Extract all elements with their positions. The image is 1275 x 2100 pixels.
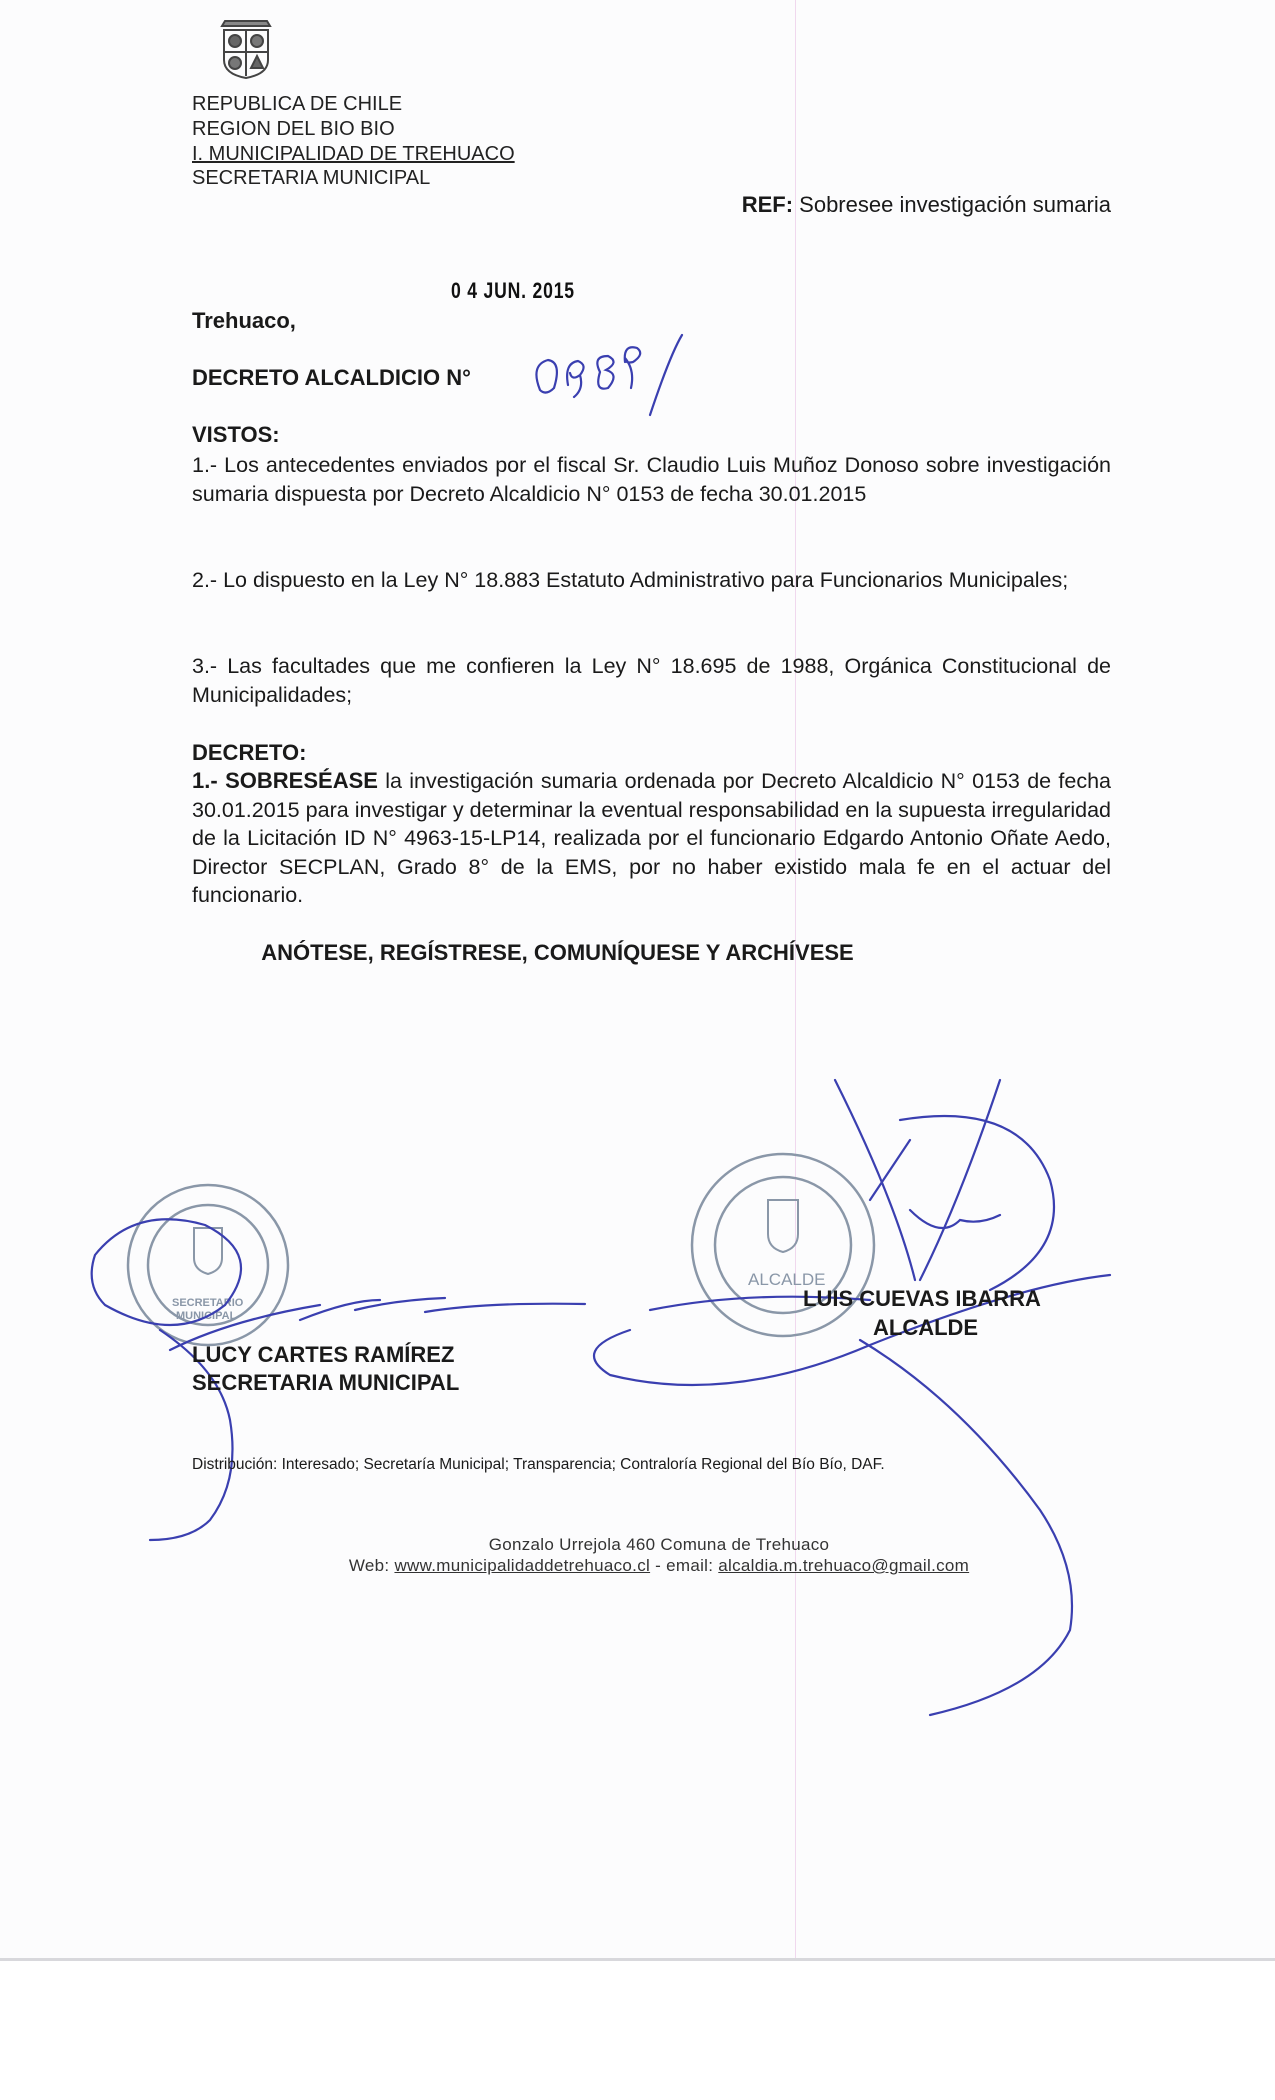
vistos-item-1: 1.- Los antecedentes enviados por el fiscal Sr. Claudio Luis Muñoz Donoso sobre investigación sumaria dispuesta por Decreto Alcaldicio N° 0153 de fecha 30.01.2015 — [192, 453, 1111, 506]
header-line-region: REGION DEL BIO BIO — [192, 118, 395, 140]
header-line-department: SECRETARIA MUNICIPAL — [192, 167, 431, 189]
secretary-name: LUCY CARTES RAMÍREZ — [192, 1342, 455, 1367]
decreto-title: DECRETO: — [192, 740, 307, 765]
closing-formula: ANÓTESE, REGÍSTRESE, COMUNÍQUESE Y ARCHÍVESE — [261, 940, 854, 965]
scan-artifact-line — [795, 0, 796, 1958]
header-line-municipality: I. MUNICIPALIDAD DE TREHUACO — [192, 143, 515, 165]
footer-contact — [0, 1555, 1275, 1576]
footer-address: Gonzalo Urrejola 460 Comuna de Trehuaco — [488, 1535, 830, 1554]
secretary-title: SECRETARIA MUNICIPAL — [192, 1370, 460, 1395]
mayor-title: ALCALDE — [873, 1315, 979, 1340]
ref-label: REF: — [741, 192, 794, 217]
vistos-item-3: 3.- Las facultades que me confieren la Ley N° 18.695 de 1988, Orgánica Constitucional de Municipalidades; — [192, 654, 1111, 707]
distribution-list: Distribución: Interesado; Secretaría Municipal; Transparencia; Contraloría Regional del Bío Bío, DAF. — [192, 1456, 885, 1473]
place: Trehuaco, — [192, 308, 296, 333]
website-link[interactable]: www.municipalidaddetrehuaco.cl — [394, 1556, 651, 1575]
web-label: Web: — [348, 1556, 395, 1575]
decreto-item-text: la investigación sumaria ordenada por Decreto Alcaldicio N° 0153 de fecha 30.01.2015 para investigar y determinar la eventual responsabilidad en la supuesta irregularidad de la Licitación ID N° 4963-15-LP14, realizada por el funcionario Edgardo Antonio Oñate Aedo, Director SECPLAN, Grado 8° de la EMS, por no haber existido mala fe en el actuar del funcionario. — [192, 769, 1111, 907]
right-stamp-text: ALCALDE — [748, 1270, 826, 1289]
date-stamp: 0 4 JUN. 2015 — [451, 278, 575, 303]
left-stamp-text-1: SECRETARIO — [172, 1297, 244, 1309]
left-stamp-text-2: MUNICIPAL — [176, 1310, 237, 1322]
decreto-item-lead: 1.- SOBRESÉASE — [192, 768, 378, 793]
decree-number-label: DECRETO ALCALDICIO N° — [192, 365, 471, 390]
email-link[interactable]: alcaldia.m.trehuaco@gmail.com — [718, 1556, 970, 1575]
header-line-country: REPUBLICA DE CHILE — [192, 93, 403, 115]
reference — [742, 192, 1111, 218]
vistos-item-2: 2.- Lo dispuesto en la Ley N° 18.883 Estatuto Administrativo para Funcionarios Municipales; — [192, 568, 1069, 592]
email-label: - email: — [650, 1556, 719, 1575]
mayor-name: LUIS CUEVAS IBARRA — [803, 1286, 1041, 1311]
vistos-title: VISTOS: — [192, 422, 280, 447]
decreto-item-1 — [192, 767, 1111, 910]
ref-text: Sobresee investigación sumaria — [799, 192, 1111, 217]
